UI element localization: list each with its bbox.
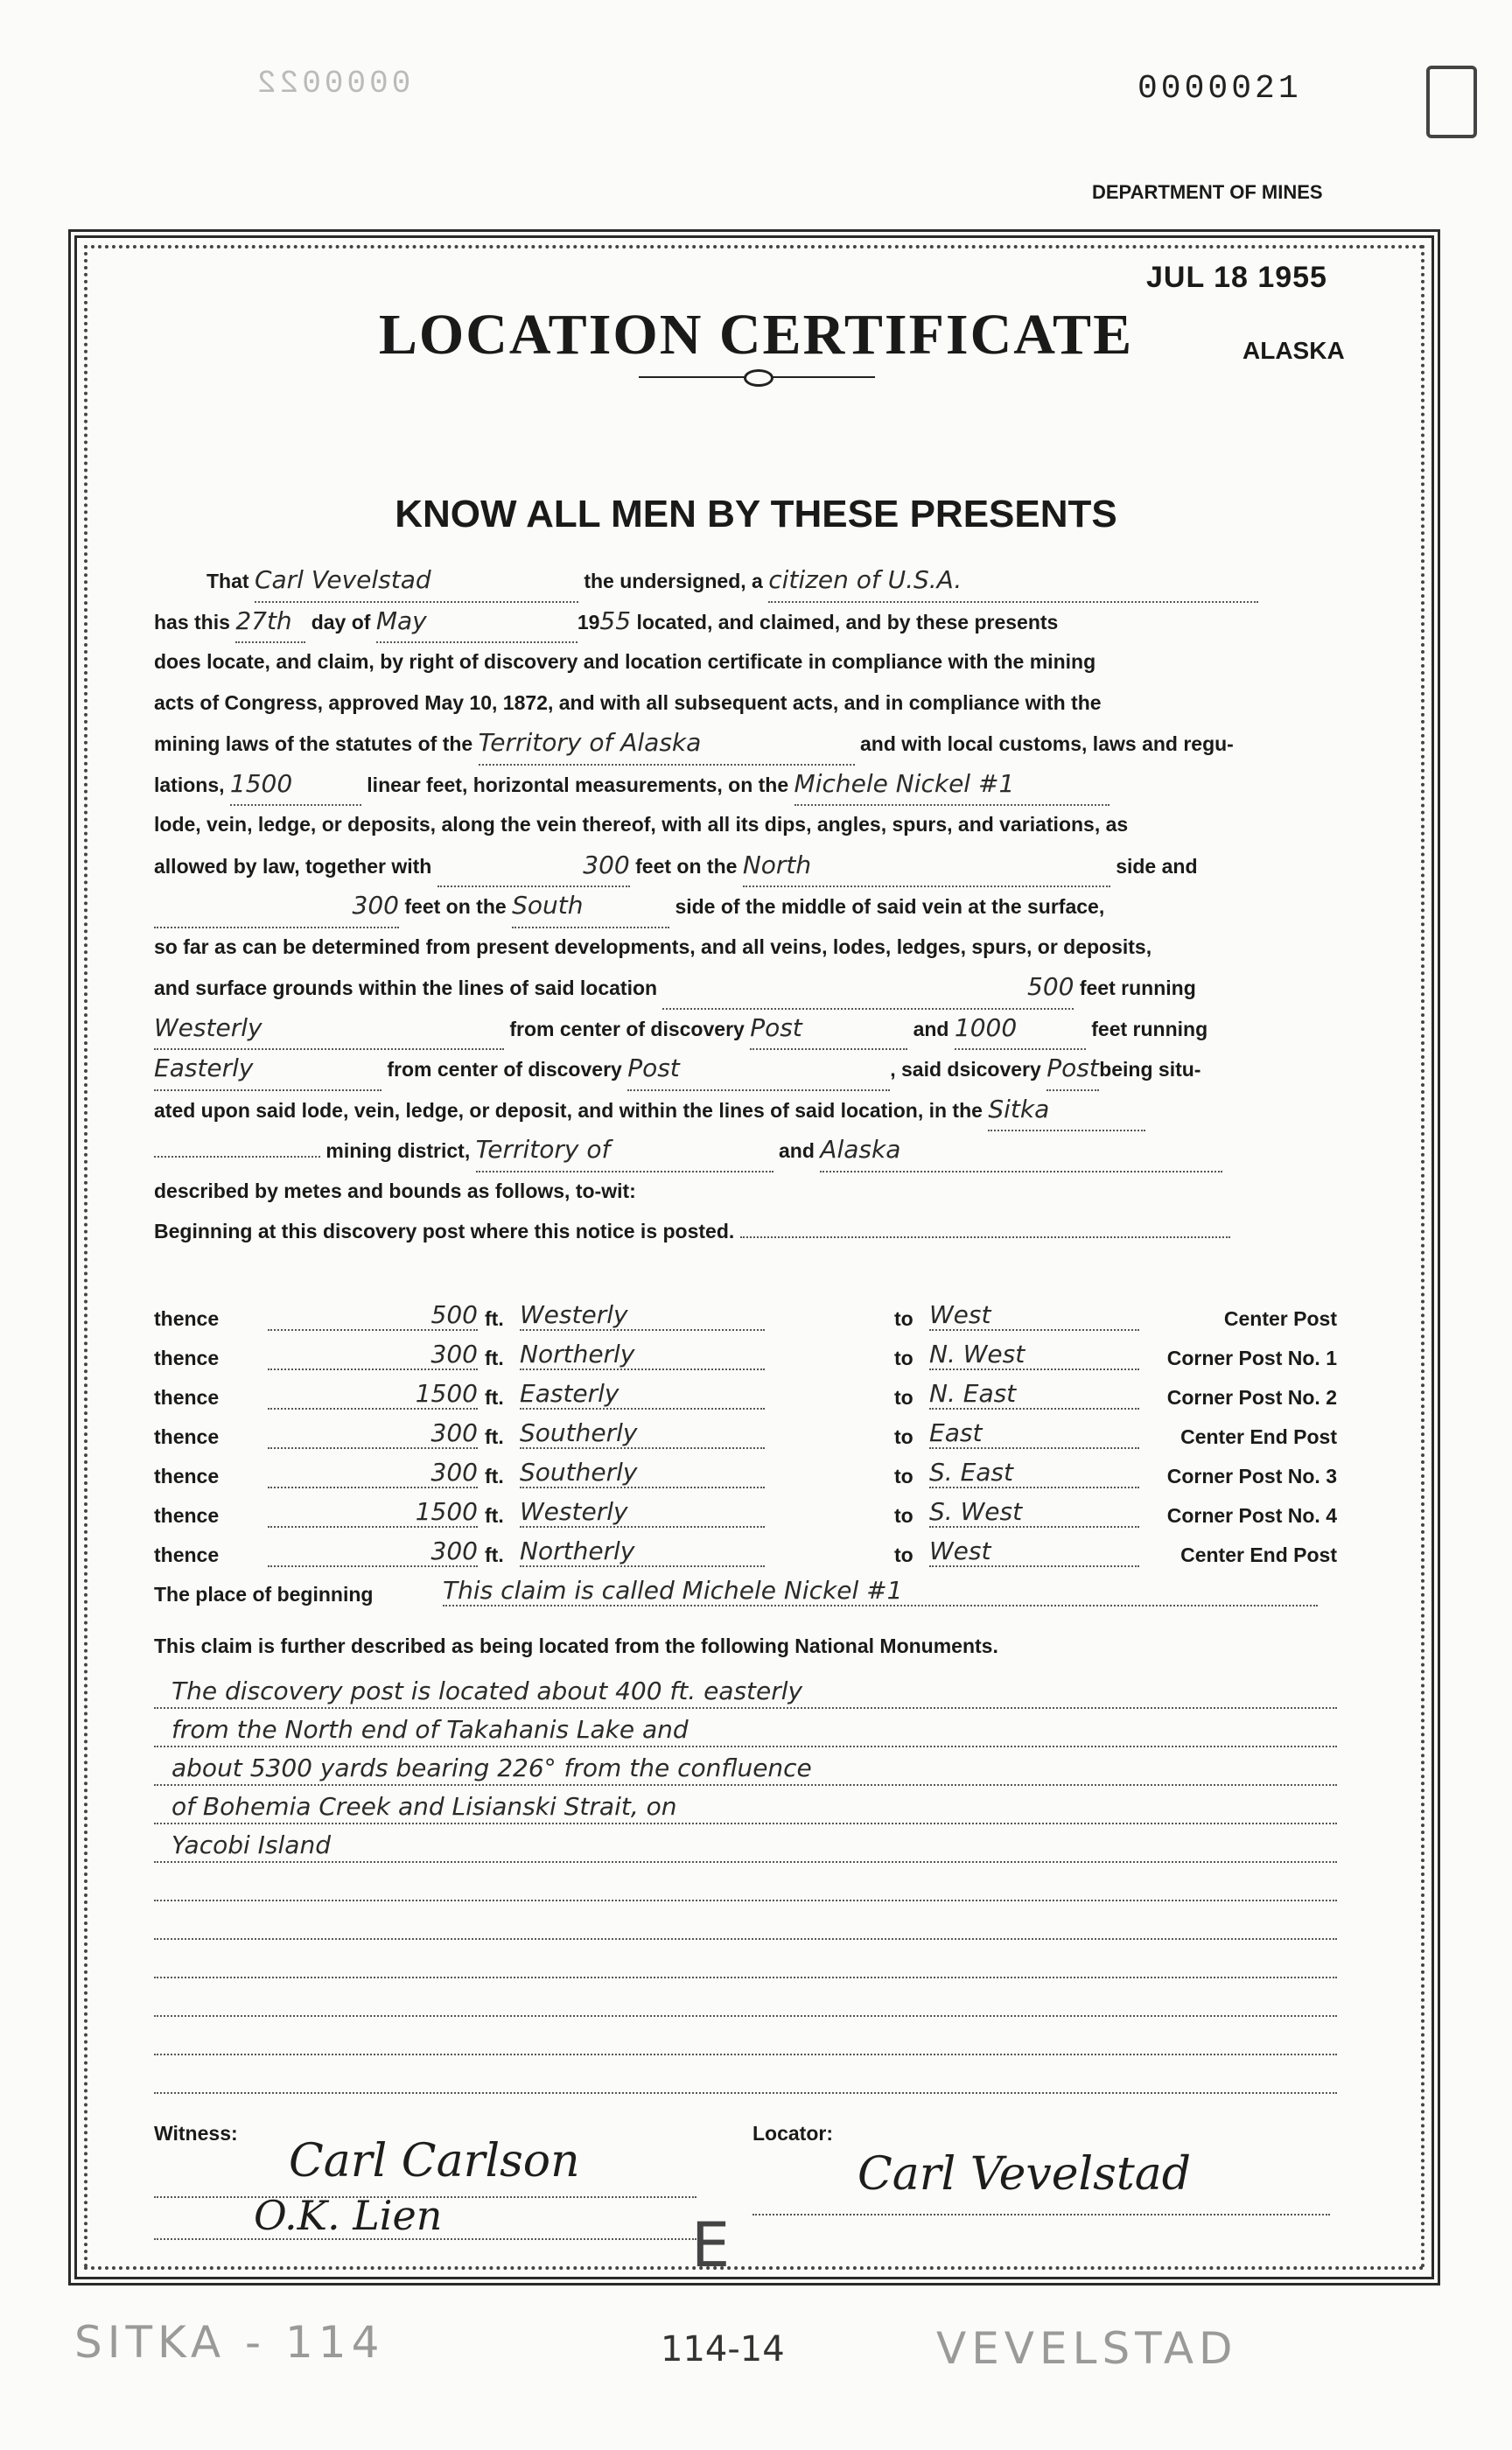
- feet-side-2-field: 300: [154, 886, 399, 928]
- text: feet running: [1091, 1017, 1208, 1040]
- body-line-1: [154, 560, 1334, 601]
- received-date-stamp: JUL 18 1955: [1146, 261, 1327, 294]
- description-line: [154, 1975, 1337, 2017]
- thence-label: thence: [154, 1544, 220, 1566]
- certificate-title: LOCATION CERTIFICATE: [378, 303, 1134, 367]
- text: from center of discovery: [509, 1017, 745, 1040]
- side-1-field: North: [743, 845, 1110, 888]
- body-line-17: [154, 1211, 1334, 1252]
- year-field: 55: [599, 606, 632, 635]
- bounds-row: [154, 1418, 1337, 1452]
- text: from center of discovery: [387, 1058, 622, 1081]
- text: has this: [154, 610, 230, 634]
- body-line-3: does locate, and claim, by right of discovery and location certificate in compliance with the mining: [154, 650, 1096, 673]
- body-line-9: [154, 886, 1334, 927]
- day-field: 27th: [235, 601, 305, 644]
- text: located, and claimed, and by these presents: [636, 610, 1059, 634]
- to-label: to: [894, 1465, 914, 1488]
- body-line-13: [154, 1048, 1334, 1089]
- thence-label: thence: [154, 1386, 220, 1409]
- corner-mark: [1426, 66, 1477, 138]
- body-line-5: [154, 723, 1334, 764]
- description-text: about 5300 yards bearing 226° from the confluence: [172, 1754, 812, 1782]
- e-mark: E: [691, 2209, 731, 2281]
- direction-1-field: Westerly: [154, 1008, 504, 1051]
- ft-label: ft.: [485, 1307, 504, 1330]
- month-field: May: [376, 601, 578, 644]
- claim-name-field: Michele Nickel #1: [794, 764, 1110, 807]
- description-text: The discovery post is located about 400 ft. easterly: [172, 1676, 803, 1705]
- to-label: to: [894, 1347, 914, 1369]
- text: lations,: [154, 773, 225, 796]
- to-label: to: [894, 1544, 914, 1566]
- bounds-post: Corner Post No. 1: [1166, 1347, 1337, 1369]
- know-all-men-heading: KNOW ALL MEN BY THESE PRESENTS: [395, 493, 1117, 536]
- bounds-to: N. East: [929, 1379, 1139, 1410]
- to-label: to: [894, 1386, 914, 1409]
- state-field: Alaska: [820, 1130, 1222, 1172]
- thence-label: thence: [154, 1504, 220, 1527]
- body-line-16: described by metes and bounds as follows, to-wit:: [154, 1179, 636, 1202]
- place-of-beginning-row: [154, 1575, 1337, 1610]
- bounds-direction: Easterly: [520, 1379, 765, 1410]
- witness-line: [154, 2196, 696, 2198]
- text: allowed by law, together with: [154, 854, 432, 878]
- feet-running-2-field: 1000: [955, 1008, 1086, 1051]
- bounds-direction: Northerly: [520, 1340, 765, 1370]
- text: side of the middle of said vein at the surface,: [675, 895, 1105, 918]
- description-line: [154, 1898, 1337, 1940]
- bounds-direction: Westerly: [520, 1300, 765, 1331]
- ft-label: ft.: [485, 1544, 504, 1566]
- body-line-11: [154, 967, 1334, 1008]
- post-1-field: Post: [750, 1008, 907, 1051]
- description-text: from the North end of Takahanis Lake and: [172, 1715, 689, 1744]
- certificate-body: [154, 560, 1334, 1252]
- body-line-4: acts of Congress, approved May 10, 1872, and with all subsequent acts, and in compliance with the: [154, 690, 1102, 714]
- linear-feet-field: 1500: [230, 764, 361, 807]
- bounds-feet: 300: [268, 1418, 478, 1449]
- witness-label: Witness:: [154, 2122, 238, 2145]
- text: and: [913, 1017, 949, 1040]
- bottom-right-annotation: VEVELSTAD: [936, 2323, 1238, 2374]
- bounds-to: S. West: [929, 1497, 1139, 1528]
- text: feet running: [1079, 976, 1196, 999]
- bounds-feet: 300: [268, 1536, 478, 1567]
- description-line: [154, 1821, 1337, 1863]
- text: and: [779, 1139, 815, 1162]
- department-stamp: DEPARTMENT OF MINES: [1092, 181, 1323, 203]
- description-line: [154, 1782, 1337, 1824]
- description-line: [154, 1936, 1337, 1978]
- description-text: Yacobi Island: [172, 1830, 331, 1859]
- bounds-to: N. West: [929, 1340, 1139, 1370]
- text: side and: [1116, 854, 1198, 878]
- text: and surface grounds within the lines of said location: [154, 976, 658, 999]
- bounds-row: [154, 1339, 1337, 1374]
- bounds-post: Center End Post: [1180, 1544, 1337, 1566]
- text: ated upon said lode, vein, ledge, or deposit, and within the lines of said location, in the: [154, 1098, 983, 1122]
- thence-label: thence: [154, 1347, 220, 1369]
- bounds-direction: Westerly: [520, 1497, 765, 1528]
- witness-1-signature: Carl Carlson: [289, 2135, 580, 2188]
- place-of-beginning-label: The place of beginning: [154, 1583, 374, 1606]
- description-line: [154, 2013, 1337, 2055]
- witness-line-2: [154, 2238, 696, 2240]
- body-line-2: [154, 601, 1334, 642]
- description-line: [154, 2052, 1337, 2094]
- to-label: to: [894, 1425, 914, 1448]
- title-ornament-center: [744, 369, 774, 387]
- bounds-row: [154, 1378, 1337, 1413]
- post-2-field: Post: [627, 1048, 890, 1091]
- bottom-center-annotation: 114-14: [661, 2329, 785, 2370]
- bounds-direction: Southerly: [520, 1458, 765, 1488]
- ft-label: ft.: [485, 1347, 504, 1369]
- bounds-to: S. East: [929, 1458, 1139, 1488]
- locator-signature: Carl Vevelstad: [858, 2148, 1192, 2201]
- body-line-15: [154, 1130, 1334, 1171]
- bounds-direction: Southerly: [520, 1418, 765, 1449]
- text: day of: [311, 610, 371, 634]
- bounds-post: Corner Post No. 4: [1166, 1504, 1337, 1527]
- alaska-stamp: ALASKA: [1242, 337, 1345, 364]
- ghost-document-number: 0000022: [254, 66, 411, 102]
- bounds-row: [154, 1496, 1337, 1531]
- feet-running-1-field: 500: [662, 967, 1074, 1010]
- bounds-post: Center Post: [1223, 1307, 1337, 1330]
- thence-label: thence: [154, 1425, 220, 1448]
- ft-label: ft.: [485, 1465, 504, 1488]
- description-line: [154, 1705, 1337, 1747]
- side-2-field: South: [512, 886, 669, 928]
- locator-name-field: Carl Vevelstad: [255, 560, 578, 603]
- territory-field: Territory of Alaska: [479, 723, 855, 766]
- place-of-beginning-value: This claim is called Michele Nickel #1: [443, 1576, 1318, 1606]
- ft-label: ft.: [485, 1504, 504, 1527]
- text: linear feet, horizontal measurements, on the: [367, 773, 789, 796]
- text: , said dsicovery: [890, 1058, 1041, 1081]
- text: 19: [577, 610, 600, 634]
- bounds-feet: 500: [268, 1300, 478, 1331]
- to-label: to: [894, 1504, 914, 1527]
- feet-side-1-field: 300: [438, 845, 630, 888]
- direction-2-field: Easterly: [154, 1048, 382, 1091]
- text: Beginning at this discovery post where this notice is posted.: [154, 1220, 735, 1242]
- bounds-feet: 300: [268, 1340, 478, 1370]
- body-line-6: [154, 764, 1334, 805]
- text: being situ-: [1099, 1058, 1201, 1081]
- ft-label: ft.: [485, 1425, 504, 1448]
- witness-2-signature: O.K. Lien: [254, 2192, 443, 2239]
- bounds-post: Center End Post: [1180, 1425, 1337, 1448]
- bounds-row: [154, 1299, 1337, 1334]
- bounds-row: [154, 1457, 1337, 1492]
- bounds-to: East: [929, 1418, 1139, 1449]
- citizenship-field: citizen of U.S.A.: [768, 560, 1258, 603]
- post-3-field: Post: [1046, 1048, 1099, 1091]
- bounds-direction: Northerly: [520, 1536, 765, 1567]
- bounds-post: Corner Post No. 2: [1166, 1386, 1337, 1409]
- body-line-14: [154, 1089, 1334, 1130]
- body-line-12: [154, 1008, 1334, 1049]
- text: the undersigned, a: [584, 570, 763, 592]
- body-line-10: so far as can be determined from present developments, and all veins, lodes, ledges, spurs, or deposits,: [154, 934, 1152, 958]
- thence-label: thence: [154, 1465, 220, 1488]
- description-line: [154, 1667, 1337, 1709]
- bounds-row: [154, 1536, 1337, 1571]
- locator-label: Locator:: [752, 2122, 833, 2145]
- text: mining laws of the statutes of the: [154, 732, 473, 755]
- territory-2-field: Territory of: [476, 1130, 774, 1172]
- bounds-feet: 1500: [268, 1379, 478, 1410]
- text: That: [206, 570, 249, 592]
- to-label: to: [894, 1307, 914, 1330]
- body-line-8: [154, 845, 1334, 886]
- thence-label: thence: [154, 1307, 220, 1330]
- description-line: [154, 1744, 1337, 1786]
- text: mining district,: [326, 1139, 471, 1162]
- text: and with local customs, laws and regu-: [859, 732, 1234, 755]
- document-number: 0000021: [1138, 70, 1302, 108]
- text: feet on the: [404, 895, 507, 918]
- bounds-feet: 1500: [268, 1497, 478, 1528]
- bounds-feet: 300: [268, 1458, 478, 1488]
- description-line: [154, 1859, 1337, 1901]
- description-text: of Bohemia Creek and Lisianski Strait, on: [172, 1792, 677, 1821]
- monuments-intro: This claim is further described as being located from the following National Monuments.: [154, 1634, 998, 1657]
- bounds-post: Corner Post No. 3: [1166, 1465, 1337, 1488]
- body-line-7: lode, vein, ledge, or deposits, along the vein thereof, with all its dips, angles, spurs, and variations, as: [154, 813, 1129, 836]
- ft-label: ft.: [485, 1386, 504, 1409]
- bounds-to: West: [929, 1536, 1139, 1567]
- district-field: Sitka: [988, 1089, 1145, 1132]
- bottom-left-annotation: SITKA - 114: [74, 2317, 385, 2368]
- bounds-to: West: [929, 1300, 1139, 1331]
- text: feet on the: [635, 854, 738, 878]
- locator-line: [752, 2214, 1330, 2216]
